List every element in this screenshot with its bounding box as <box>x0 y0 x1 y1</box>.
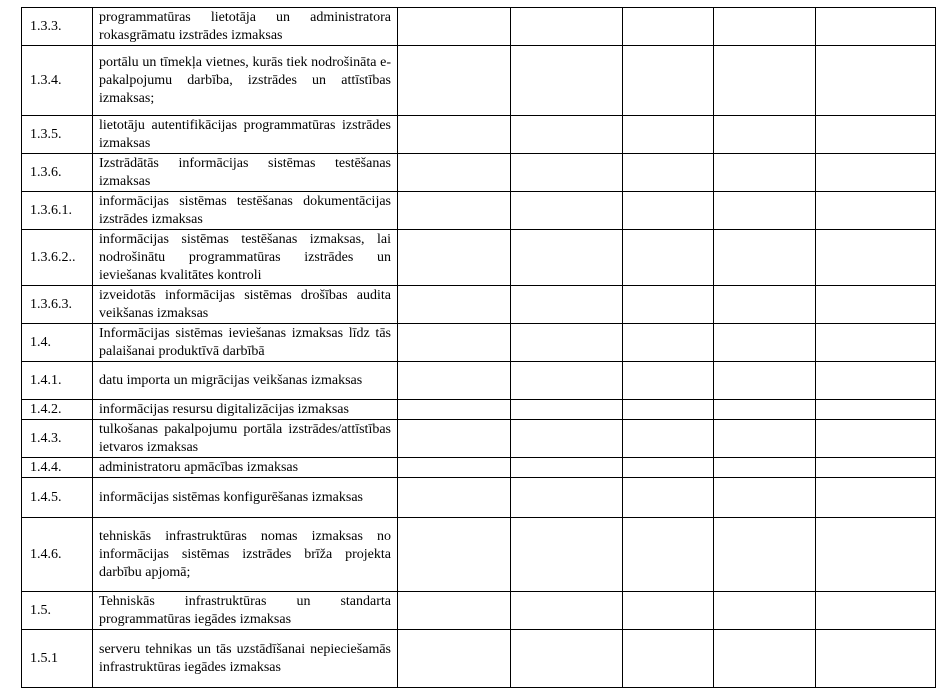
value-cell <box>623 154 714 192</box>
table-row <box>22 630 936 688</box>
value-cell <box>714 592 816 630</box>
value-cell <box>816 592 936 630</box>
row-description: informācijas sistēmas testēšanas dokumentācijas izstrādes izmaksas <box>93 192 398 230</box>
row-description: administratoru apmācības izmaksas <box>93 458 398 478</box>
value-cell <box>623 362 714 400</box>
value-cell <box>816 154 936 192</box>
value-cell <box>398 154 511 192</box>
row-number: 1.3.6.3. <box>22 286 93 324</box>
table-row <box>22 592 936 630</box>
value-cell <box>398 420 511 458</box>
value-cell <box>511 324 623 362</box>
value-cell <box>398 324 511 362</box>
value-cell <box>816 420 936 458</box>
row-number: 1.5. <box>22 592 93 630</box>
value-cell <box>511 478 623 518</box>
value-cell <box>511 192 623 230</box>
value-cell <box>714 458 816 478</box>
value-cell <box>623 420 714 458</box>
row-description: Informācijas sistēmas ieviešanas izmaksas līdz tās palaišanai produktīvā darbībā <box>93 324 398 362</box>
row-description: Tehniskās infrastruktūras un standarta programmatūras iegādes izmaksas <box>93 592 398 630</box>
value-cell <box>816 230 936 286</box>
value-cell <box>398 46 511 116</box>
value-cell <box>623 116 714 154</box>
row-description: izveidotās informācijas sistēmas drošības audita veikšanas izmaksas <box>93 286 398 324</box>
value-cell <box>511 362 623 400</box>
row-description: programmatūras lietotāja un administratora rokasgrāmatu izstrādes izmaksas <box>93 8 398 46</box>
row-number: 1.4.2. <box>22 400 93 420</box>
value-cell <box>623 286 714 324</box>
row-number: 1.3.4. <box>22 46 93 116</box>
table-row <box>22 458 936 478</box>
value-cell <box>714 420 816 458</box>
value-cell <box>511 116 623 154</box>
value-cell <box>398 362 511 400</box>
value-cell <box>511 518 623 592</box>
table-row <box>22 324 936 362</box>
value-cell <box>623 592 714 630</box>
value-cell <box>816 8 936 46</box>
value-cell <box>511 420 623 458</box>
value-cell <box>511 630 623 688</box>
value-cell <box>816 116 936 154</box>
value-cell <box>623 458 714 478</box>
value-cell <box>714 362 816 400</box>
value-cell <box>816 324 936 362</box>
row-description: lietotāju autentifikācijas programmatūras izstrādes izmaksas <box>93 116 398 154</box>
value-cell <box>816 46 936 116</box>
row-number: 1.3.3. <box>22 8 93 46</box>
table-row <box>22 46 936 116</box>
row-number: 1.3.6. <box>22 154 93 192</box>
value-cell <box>623 400 714 420</box>
value-cell <box>511 400 623 420</box>
row-number: 1.3.5. <box>22 116 93 154</box>
row-number: 1.4.5. <box>22 478 93 518</box>
row-description: datu importa un migrācijas veikšanas izmaksas <box>93 362 398 400</box>
value-cell <box>398 116 511 154</box>
table-row <box>22 518 936 592</box>
table-row <box>22 478 936 518</box>
row-number: 1.4.6. <box>22 518 93 592</box>
table-row <box>22 286 936 324</box>
table-row <box>22 8 936 46</box>
table-row <box>22 230 936 286</box>
row-description: tulkošanas pakalpojumu portāla izstrādes/attīstības ietvaros izmaksas <box>93 420 398 458</box>
value-cell <box>398 8 511 46</box>
value-cell <box>816 478 936 518</box>
row-number: 1.4.1. <box>22 362 93 400</box>
value-cell <box>816 518 936 592</box>
value-cell <box>398 230 511 286</box>
value-cell <box>511 46 623 116</box>
row-description: serveru tehnikas un tās uzstādīšanai nepieciešamās infrastruktūras iegādes izmaksas <box>93 630 398 688</box>
value-cell <box>714 230 816 286</box>
value-cell <box>714 8 816 46</box>
value-cell <box>623 518 714 592</box>
value-cell <box>714 478 816 518</box>
value-cell <box>623 324 714 362</box>
row-description: informācijas sistēmas testēšanas izmaksas, lai nodrošinātu programmatūras izstrādes un ieviešanas kvalitātes kontroli <box>93 230 398 286</box>
value-cell <box>511 154 623 192</box>
value-cell <box>714 286 816 324</box>
value-cell <box>816 286 936 324</box>
value-cell <box>714 116 816 154</box>
value-cell <box>714 46 816 116</box>
value-cell <box>714 192 816 230</box>
value-cell <box>714 154 816 192</box>
row-description: informācijas resursu digitalizācijas izmaksas <box>93 400 398 420</box>
row-number: 1.4. <box>22 324 93 362</box>
value-cell <box>816 630 936 688</box>
value-cell <box>714 630 816 688</box>
value-cell <box>398 592 511 630</box>
value-cell <box>714 324 816 362</box>
value-cell <box>816 362 936 400</box>
value-cell <box>816 192 936 230</box>
value-cell <box>623 230 714 286</box>
row-description: portālu un tīmekļa vietnes, kurās tiek nodrošināta e-pakalpojumu darbība, izstrādes un attīstības izmaksas; <box>93 46 398 116</box>
value-cell <box>623 8 714 46</box>
row-number: 1.3.6.1. <box>22 192 93 230</box>
value-cell <box>511 8 623 46</box>
row-description: informācijas sistēmas konfigurēšanas izmaksas <box>93 478 398 518</box>
value-cell <box>511 592 623 630</box>
row-number: 1.4.3. <box>22 420 93 458</box>
row-number: 1.3.6.2.. <box>22 230 93 286</box>
cost-table <box>21 7 936 688</box>
table-row <box>22 400 936 420</box>
value-cell <box>398 192 511 230</box>
table-row <box>22 362 936 400</box>
table-row <box>22 192 936 230</box>
value-cell <box>398 286 511 324</box>
table-body <box>22 8 936 688</box>
value-cell <box>623 478 714 518</box>
value-cell <box>714 518 816 592</box>
table-row <box>22 154 936 192</box>
value-cell <box>511 286 623 324</box>
row-number: 1.4.4. <box>22 458 93 478</box>
value-cell <box>398 458 511 478</box>
value-cell <box>511 458 623 478</box>
value-cell <box>714 400 816 420</box>
value-cell <box>398 518 511 592</box>
value-cell <box>398 400 511 420</box>
value-cell <box>623 630 714 688</box>
row-description: Izstrādātās informācijas sistēmas testēšanas izmaksas <box>93 154 398 192</box>
row-number: 1.5.1 <box>22 630 93 688</box>
value-cell <box>398 478 511 518</box>
table-row <box>22 420 936 458</box>
table-row <box>22 116 936 154</box>
value-cell <box>398 630 511 688</box>
value-cell <box>623 192 714 230</box>
value-cell <box>511 230 623 286</box>
value-cell <box>623 46 714 116</box>
value-cell <box>816 458 936 478</box>
value-cell <box>816 400 936 420</box>
row-description: tehniskās infrastruktūras nomas izmaksas no informācijas sistēmas izstrādes brīža projekta darbību apjomā; <box>93 518 398 592</box>
